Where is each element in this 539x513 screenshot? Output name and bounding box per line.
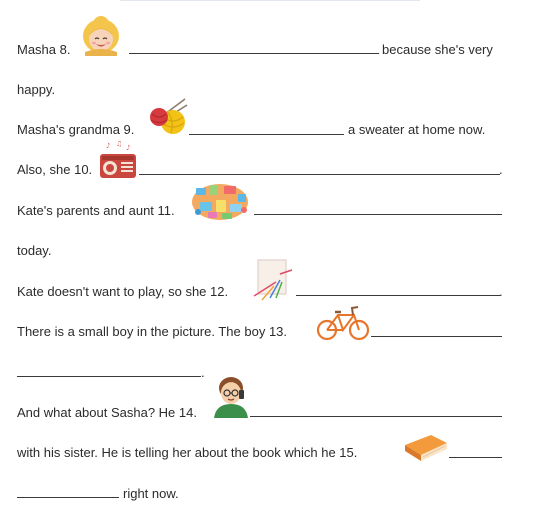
sentence-12-start: Kate doesn't want to play, so she 12. [17, 284, 229, 299]
drawing-easel-icon [252, 256, 296, 302]
svg-text:♪: ♪ [106, 142, 111, 150]
sentence-9-start: Masha's grandma 9. [17, 122, 135, 137]
sentence-8-end: because she's very [382, 42, 493, 57]
sentence-12-end: . [499, 284, 503, 299]
svg-text:♫: ♫ [116, 140, 123, 148]
svg-text:♪: ♪ [126, 144, 131, 152]
sentence-8-continuation: happy. [17, 82, 56, 97]
smiling-girl-icon [80, 14, 122, 56]
answer-blank-15b[interactable] [17, 497, 119, 498]
sentence-15-end: right now. [123, 486, 179, 501]
answer-blank-15a[interactable] [449, 457, 502, 458]
sentence-10-end: . [499, 162, 503, 177]
answer-blank-13a[interactable] [371, 336, 502, 337]
answer-blank-9[interactable] [189, 134, 344, 135]
sentence-8-start: Masha 8. [17, 42, 71, 57]
answer-blank-8[interactable] [129, 53, 379, 54]
top-divider [120, 0, 420, 1]
yarn-ball-knitting-icon [147, 97, 189, 137]
sentence-11-continuation: today. [17, 243, 52, 258]
answer-blank-13b[interactable] [17, 376, 201, 377]
bicycle-icon [316, 302, 370, 342]
sentence-14-continuation: with his sister. He is telling her about the book which he 15. [17, 445, 358, 460]
sentence-13-end: . [201, 365, 205, 380]
sentence-11-start: Kate's parents and aunt 11. [17, 203, 175, 218]
sentence-10-start: Also, she 10. [17, 162, 93, 177]
radio-music-icon [98, 139, 138, 181]
answer-blank-10[interactable] [139, 174, 500, 175]
book-icon [401, 433, 449, 463]
sentence-13-start: There is a small boy in the picture. The boy 13. [17, 324, 288, 339]
answer-blank-11[interactable] [254, 214, 502, 215]
cleaning-mess-icon [190, 180, 250, 222]
sentence-9-end: a sweater at home now. [348, 122, 486, 137]
answer-blank-12[interactable] [296, 295, 500, 296]
sentence-14-start: And what about Sasha? He 14. [17, 405, 197, 420]
boy-on-phone-icon [210, 374, 250, 418]
answer-blank-14[interactable] [250, 416, 502, 417]
